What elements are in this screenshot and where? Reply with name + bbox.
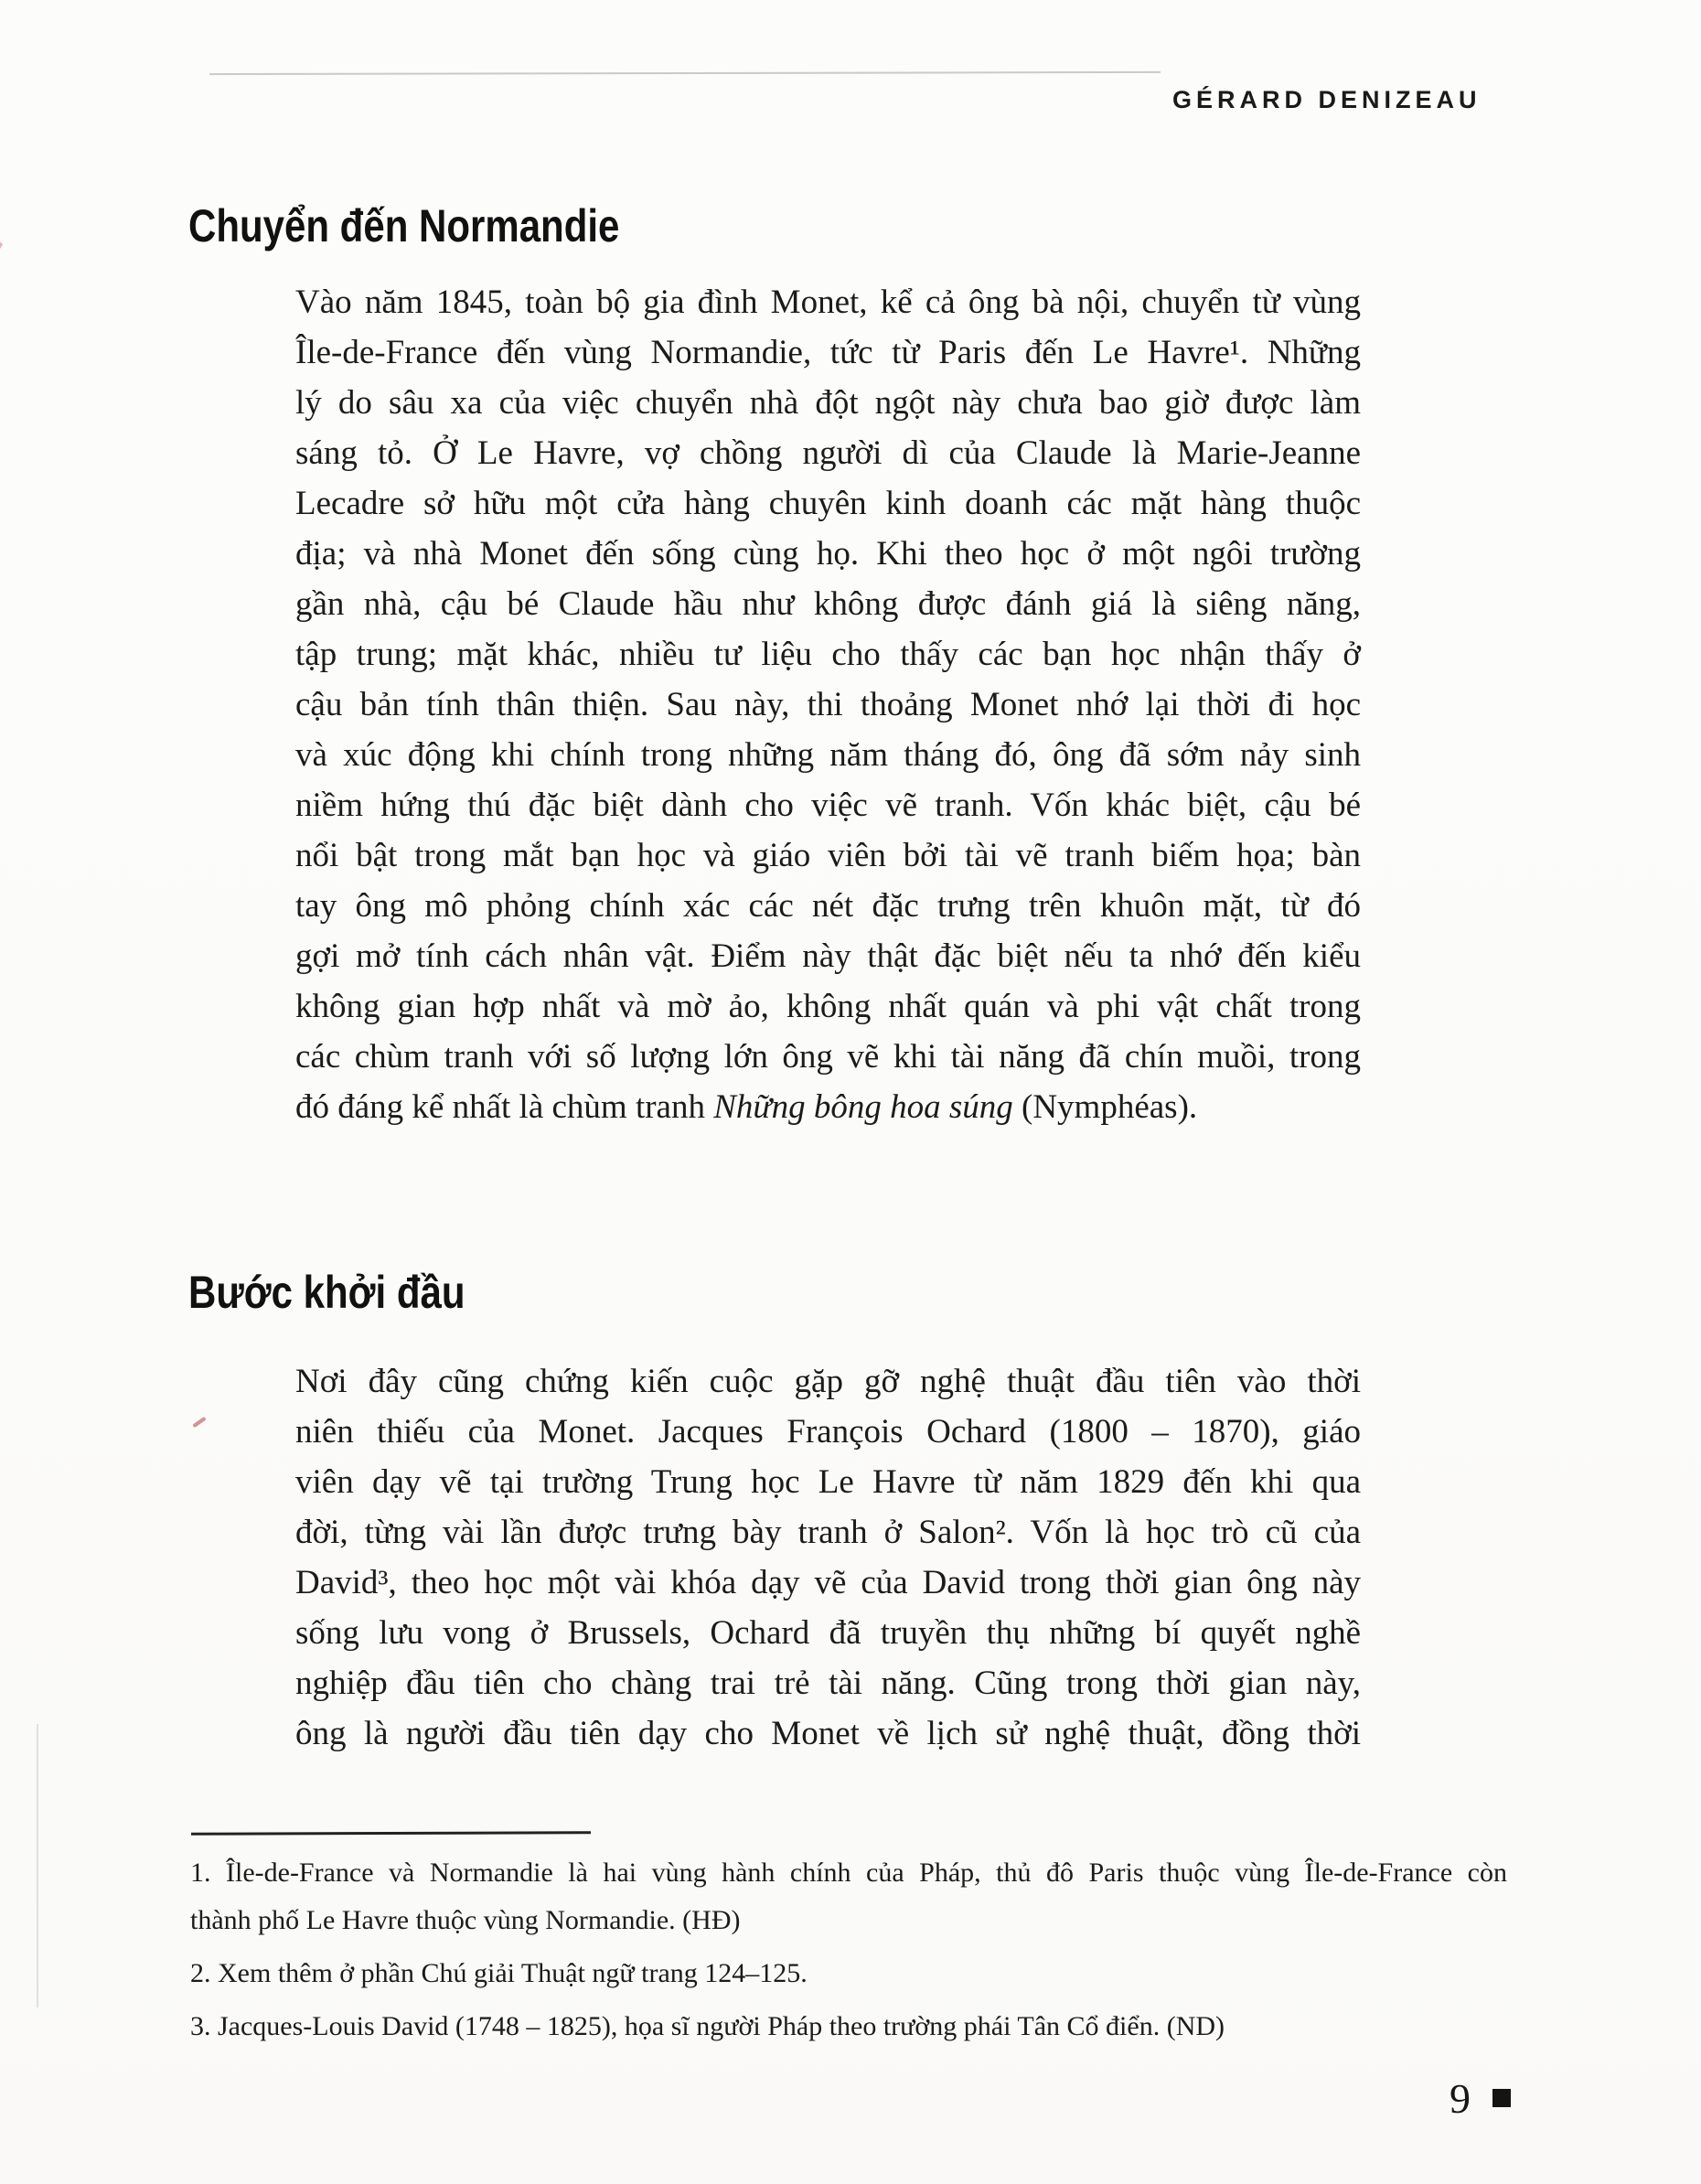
section-heading-buoc-khoi-dau: Bước khởi đầu [188,1267,465,1318]
text-run: David³, theo học một vài khóa dạy vẽ của David trong thời gian ông này [295,1564,1361,1601]
text-line [295,277,1361,327]
text-line [295,629,1361,680]
text-run: không gian hợp nhất và mờ ảo, không nhất quán và phi vật chất trong [295,988,1361,1025]
text-line [295,327,1361,378]
footnotes-block [190,1849,1507,2050]
text-line [295,1356,1361,1407]
text-line [190,1849,1507,1897]
text-line [295,981,1361,1032]
text-run: viên dạy vẽ tại trường Trung học Le Havre từ năm 1829 đến khi qua [295,1463,1361,1501]
text-run: nổi bật trong mắt bạn học và giáo viên bởi tài vẽ tranh biếm họa; bàn [295,837,1361,874]
text-line [190,1950,1507,1997]
scan-crease-line [37,1724,38,2007]
text-line [295,1658,1361,1708]
section-heading-chuyen-den-normandie: Chuyển đến Normandie [188,200,620,252]
text-line [295,1457,1361,1507]
text-run: gần nhà, cậu bé Claude hầu như không được đánh giá là siêng năng, [295,585,1361,623]
text-run: Nơi đây cũng chứng kiến cuộc gặp gỡ nghệ thuật đầu tiên vào thời [295,1363,1361,1400]
running-header-author: GÉRARD DENIZEAU [1172,86,1482,113]
text-run: ông là người đầu tiên dạy cho Monet về lịch sử nghệ thuật, đồng thời [295,1715,1361,1752]
text-line [295,1082,1361,1132]
paragraph-buoc-khoi-dau [295,1356,1361,1759]
text-run: tay ông mô phỏng chính xác các nét đặc trưng trên khuôn mặt, từ đó [295,887,1361,925]
text-run: gợi mở tính cách nhân vật. Điểm này thật đặc biệt nếu ta nhớ đến kiểu [295,937,1361,975]
pink-pen-mark [0,234,31,304]
text-run: cậu bản tính thân thiện. Sau này, thi thoảng Monet nhớ lại thời đi học [295,686,1361,723]
text-run: niềm hứng thú đặc biệt dành cho việc vẽ tranh. Vốn khác biệt, cậu bé [295,787,1361,824]
text-line [295,1708,1361,1759]
text-line [190,1897,1507,1944]
header-rule [209,71,1161,75]
text-line [295,780,1361,830]
page-number-square-icon [1492,2089,1511,2107]
text-run: đó đáng kể nhất là chùm tranh [295,1088,714,1126]
text-run: (Nymphéas). [1012,1088,1198,1126]
text-run: các chùm tranh với số lượng lớn ông vẽ khi tài năng đã chín muồi, trong [295,1038,1361,1076]
text-line [190,2003,1507,2050]
text-run: Île-de-France đến vùng Normandie, tức từ Paris đến Le Havre¹. Những [295,334,1361,371]
text-run: 2. Xem thêm ở phần Chú giải Thuật ngữ trang 124–125. [190,1958,808,1988]
red-pen-dash [192,1417,206,1428]
text-line [295,1507,1361,1558]
text-run: nghiệp đầu tiên cho chàng trai trẻ tài năng. Cũng trong thời gian này, [295,1665,1361,1702]
text-line [295,730,1361,780]
text-run: thành phố Le Havre thuộc vùng Normandie. (HĐ) [190,1905,741,1935]
text-run: 3. Jacques-Louis David (1748 – 1825), họa sĩ người Pháp theo trường phái Tân Cổ điển. (ND) [190,2011,1225,2041]
text-run: đời, từng vài lần được trưng bày tranh ở Salon². Vốn là học trò cũ của [295,1514,1361,1551]
text-line [295,579,1361,629]
text-run: và xúc động khi chính trong những năm tháng đó, ông đã sớm nảy sinh [295,736,1361,774]
text-run: niên thiếu của Monet. Jacques François Ochard (1800 – 1870), giáo [295,1413,1361,1451]
text-run: sống lưu vong ở Brussels, Ochard đã truyền thụ những bí quyết nghề [295,1614,1361,1652]
text-line [295,428,1361,478]
text-line [295,1558,1361,1608]
text-line [295,830,1361,881]
text-line [295,1032,1361,1082]
text-line [295,1407,1361,1457]
text-run: địa; và nhà Monet đến sống cùng họ. Khi theo học ở một ngôi trường [295,535,1361,573]
text-run: lý do sâu xa của việc chuyển nhà đột ngột này chưa bao giờ được làm [295,384,1361,422]
footnote-separator-rule [191,1831,591,1836]
page-number: 9 [1450,2075,1471,2122]
text-run: tập trung; mặt khác, nhiều tư liệu cho thấy các bạn học nhận thấy ở [295,636,1361,673]
text-line [295,680,1361,730]
footnote [190,1849,1507,1944]
page-footer [1450,2074,1511,2123]
text-line [295,378,1361,428]
text-run: Lecadre sở hữu một cửa hàng chuyên kinh doanh các mặt hàng thuộc [295,485,1361,522]
text-line [295,881,1361,931]
text-line [295,478,1361,529]
text-run: 1. Île-de-France và Normandie là hai vùng hành chính của Pháp, thủ đô Paris thuộc vùng Île-de-France còn [190,1857,1507,1888]
text-line [295,931,1361,981]
text-run: Vào năm 1845, toàn bộ gia đình Monet, kể cả ông bà nội, chuyển từ vùng [295,284,1361,321]
footnote [190,1950,1507,1997]
text-line [295,1608,1361,1658]
paragraph-normandie [295,277,1361,1132]
text-run: sáng tỏ. Ở Le Havre, vợ chồng người dì của Claude là Marie-Jeanne [295,434,1361,472]
footnote [190,2003,1507,2050]
italic-title-run: Những bông hoa súng [713,1088,1013,1126]
text-line [295,529,1361,579]
